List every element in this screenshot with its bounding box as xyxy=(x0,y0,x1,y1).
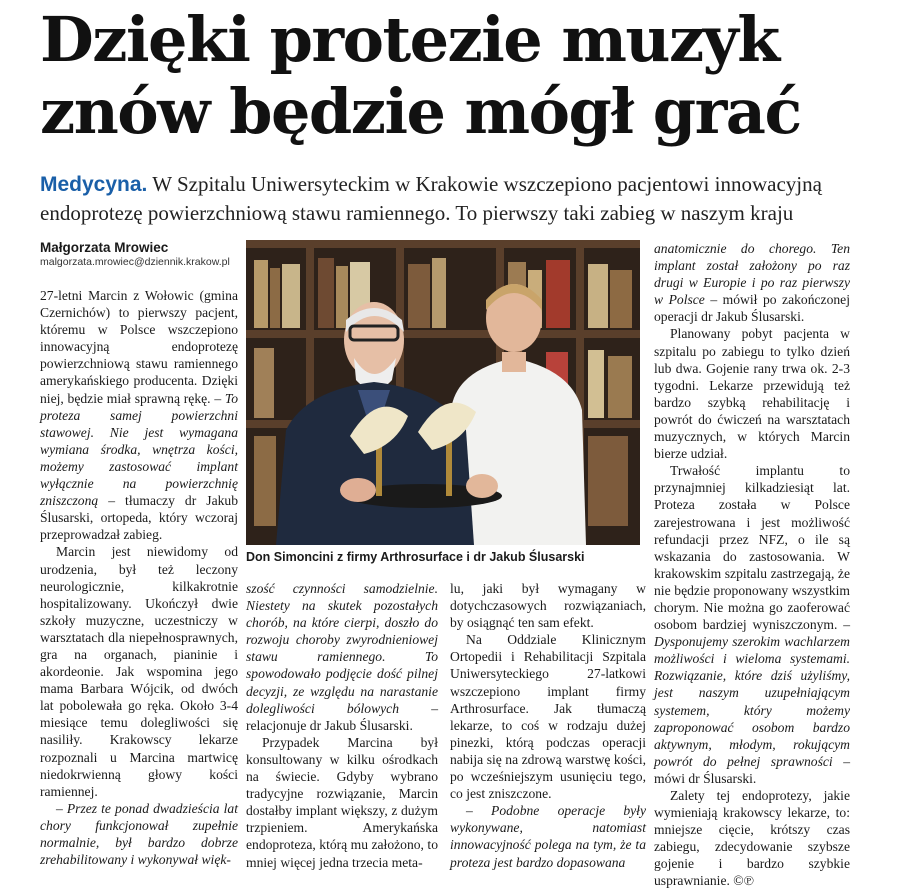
text-run: – tłumaczy dr Jakub Ślusarski, ortopeda, który wczoraj przeprowadzał zabieg. xyxy=(40,493,238,543)
paragraph xyxy=(40,287,238,543)
paragraph: Marcin jest niewidomy od urodzenia, był też leczony neurologicznie, kilkakrotnie hospitalizowany. Ukończył dwie szkoły muzyczne, uczestniczy w warsztatach dla niepełnosprawnych, gra na organach, pianinie i akordeonie. Jak wspomina jego mama Barbara Wójcik, od dwóch lat pobolewała go ręka. Około 3-4 miesiące temu dolegliwości się nasiliły. Krakowscy lekarze rozpoznali u Marcina martwicę niedokrwienną głowy kości ramiennej. xyxy=(40,544,238,799)
paragraph xyxy=(654,240,850,325)
lead-text: W Szpitalu Uniwersyteckim w Krakowie wszczepiono pacjentowi innowacyjną endoprotezę powierzchniową stawu ramiennego. To pierwszy taki zabieg w naszym kraju xyxy=(40,172,822,225)
paragraph: Planowany pobyt pacjenta w szpitalu po zabiegu to tylko dzień lub dwa. Gojenie rany trwa ok. 2-3 tygodni. Lekarze przewidują też bardzo szybką rehabilitację i powrót do ćwiczeń na warsztatach muzycznych, w których Marcin bierze udział. xyxy=(654,326,850,462)
quote-paragraph: – Podobne operacje były wykonywane, natomiast innowacyjność polega na tym, że ta proteza jest bardzo dopasowana xyxy=(450,803,646,870)
article-column-1 xyxy=(40,287,238,868)
paragraph: lu, jaki był wymagany w dotychczasowych rozwiązaniach, by osiągnąć ten sam efekt. xyxy=(450,581,646,631)
paragraph: Na Oddziale Klinicznym Ortopedii i Rehabilitacji Szpitala Uniwersyteckiego 27-latkowi wszczepiono implant firmy Arthrosurface. Jak tłumaczą lekarze, to coś w rodzaju dużej pinezki, którą podczas operacji nabija się na zdrową warstwę kości, po wcześniejszym usunięciu tego, co jest zniszczone. xyxy=(450,632,646,802)
text-run: 27-letni Marcin z Wołowic (gmina Czernichów) to pierwszy pacjent, któremu w Polsce wszczepiono innowacyjną endoprotezę powierzchniową stawu ramiennego amerykańskiego producenta. Dzięki niej, będzie miał sprawną rękę. – xyxy=(40,288,238,406)
quote-run: Dysponujemy szerokim wachlarzem możliwości i wieloma systemami. Rozwiązanie, które dziś użyliśmy, jest naszym uzupełniającym systemem, który możemy zaproponować osobom bardzo aktywnym, młodym, rokującym powrót do pełnej sprawności xyxy=(654,634,850,769)
text-run: Trwałość implantu to przynajmniej kilkadziesiąt lat. Proteza została w Polsce zarejestrowana i jest możliwość refundacji przez NFZ, o ile są wskazania do zastosowania. W krakowskim szpitalu zastrzegają, że nie będzie proponowany wszystkim chorym. Nie można go zaoferować osobom bardziej wyniszczonym. – xyxy=(654,463,850,633)
text-run: – relacjonuje dr Jakub Ślusarski. xyxy=(246,700,438,733)
quote-run: anatomicznie do chorego. Ten implant został założony po raz drugi w Europie i po raz pierwszy w Polsce xyxy=(654,241,850,308)
byline xyxy=(40,240,240,269)
paragraph xyxy=(654,462,850,787)
headline: Dzięki protezie muzyk znów będzie mógł grać xyxy=(40,3,801,148)
article-column-4 xyxy=(654,240,850,890)
quote-paragraph: – Przez te ponad dwadzieścia lat chory funkcjonował zupełnie normalnie, był bardzo dobrze zrehabilitowany i wykonywał więk- xyxy=(40,800,238,868)
lead-paragraph xyxy=(40,170,860,227)
author-name: Małgorzata Mrowiec xyxy=(40,240,169,255)
paragraph: Zalety tej endoprotezy, jakie wymieniają krakowscy lekarze, to: mniejsze cięcie, krótszy czas zabiegu, zdecydowanie szybsze gojenie i bardzo szybkie usprawnianie. ©℗ xyxy=(654,788,850,889)
photo-illustration xyxy=(246,240,640,545)
paragraph: Przypadek Marcina był konsultowany w kilku ośrodkach na świecie. Gdyby wybrano tradycyjne rozwiązanie, Marcin dostałby implant większy, z dużym trzpieniem. Amerykańska endoproteza, którą mu założono, to mniej więcej jedna trzecia meta- xyxy=(246,734,438,870)
article-column-3 xyxy=(450,580,646,871)
section-kicker: Medycyna. xyxy=(40,173,148,196)
photo-caption: Don Simoncini z firmy Arthrosurface i dr Jakub Ślusarski xyxy=(246,550,585,564)
author-email[interactable]: malgorzata.mrowiec@dziennik.krakow.pl xyxy=(40,256,230,268)
quote-run: To proteza samej powierzchni stawowej. Nie jest wymagana wymiana środka, wnętrza kości, możemy zastosować implant wyłącznie na powierzchnię zniszczoną xyxy=(40,390,238,509)
text-run: – mówi dr Ślusarski. xyxy=(654,753,850,786)
paragraph xyxy=(246,580,438,734)
photo-credit: FOT. JOANNA URBANIEC xyxy=(872,680,881,780)
quote-run: szość czynności samodzielnie. Niestety na skutek pozostałych chorób, na które cierpi, doszło do rozwoju choroby zwyrodnieniowej stawu ramiennego. To spowodowało podjęcie dość pilnej decyzji, ze względu na narastanie dolegliwości bólowych xyxy=(246,581,438,716)
text-run: – mówił po zakończonej operacji dr Jakub Ślusarski. xyxy=(654,292,850,325)
article-column-2 xyxy=(246,580,438,871)
